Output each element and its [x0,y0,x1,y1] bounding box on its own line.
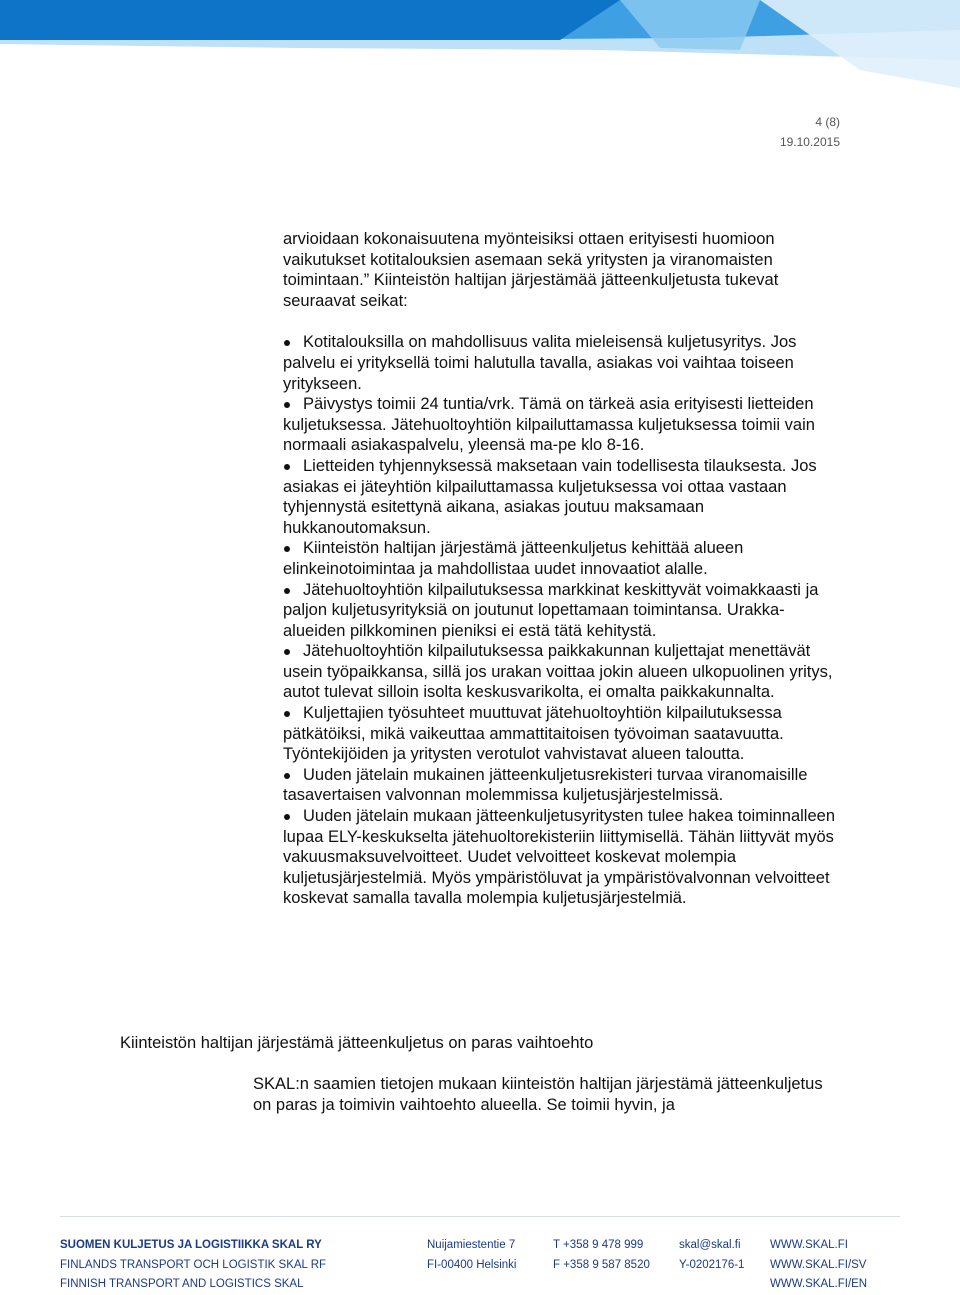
bullet-continuation: elinkeinotoimintaa ja mahdollistaa uudet innovaatiot alalle. [283,559,708,578]
bullet-lead: Lietteiden tyhjennyksessä maksetaan vain todellisesta tilauksesta. [283,456,786,477]
footer-contact [679,1236,744,1275]
bullet-continuation: Jos asiakas ei jäteyhtiön kilpailuttamassa kuljetuksessa voi ottaa vastaan tyhjennystä esitettynä aikana, asiakas joutuu maksamaan hukkanoutomaksun. [283,456,817,537]
bullet-continuation: toiminnalleen lupaa ELY-keskukselta jätehuoltorekisteriin liittymisellä. Tähän liittyvät myös vakuusmaksuvelvoitteet. Uudet velvoitteet koskevat molempia kuljetusjärjestelmiä. Myös ympäristöluvat ja ympäristövalvonnan velvoitteet koskevat samalla tavalla molempia kuljetusjärjestelmiä. [283,807,835,908]
document-date: 19.10.2015 [779,135,840,149]
footer-org-name-sv: FINLANDS TRANSPORT OCH LOGISTIK SKAL RF [60,1258,327,1271]
bullet-lead: Uuden jätelain mukainen jätteenkuljetusrekisteri turvaa [283,765,703,786]
bullet-item [283,806,843,909]
header-banner [0,0,960,90]
bullet-item [283,456,843,538]
bullet-item [283,580,843,642]
footer-web-fi[interactable]: WWW.SKAL.FI [770,1239,848,1251]
bullet-item [283,641,843,703]
bullet-continuation: Jos palvelu ei yrityksellä toimi halutulla tavalla, asiakas voi vaihtaa toiseen yritykseen. [283,333,797,393]
body-text [283,229,843,909]
footer-org-name-en: FINNISH TRANSPORT AND LOGISTICS SKAL [60,1278,304,1290]
footer-web-sv[interactable]: WWW.SKAL.FI/SV [770,1258,867,1271]
bullet-lead: Kiinteistön haltijan järjestämä jätteenkuljetus kehittää alueen [283,538,743,559]
bullet-item [283,332,843,394]
bullet-lead: Uuden jätelain mukaan jätteenkuljetusyritysten tulee hakea [283,806,733,827]
footer-telephone: T +358 9 478 999 [553,1239,644,1251]
footer-fax: F +358 9 587 8520 [553,1258,650,1271]
bullet-lead: Päivystys toimii 24 tuntia/vrk. [283,394,515,415]
footer-phone [553,1236,650,1275]
footer-email[interactable]: skal@skal.fi [679,1239,741,1251]
footer-divider [60,1216,900,1217]
bullet-lead: Kotitalouksilla on mahdollisuus valita mieleisensä kuljetusyritys. [283,332,766,353]
bullet-item [283,394,843,456]
bullet-lead: Jätehuoltoyhtiön kilpailutuksessa paikkakunnan kuljettajat [283,641,724,662]
page-number: 4 (8) [815,115,840,129]
bullet-continuation: menettävät usein työpaikkansa, sillä jos urakan voittaa jokin alueen ulkopuolinen yritys, autot tulevat silloin isolta keskusvarikolta, ei omalta paikkakunnalta. [283,642,833,702]
footer-web-en[interactable]: WWW.SKAL.FI/EN [770,1278,868,1290]
footer-street: Nuijamiestentie 7 [427,1239,516,1251]
bullet-lead: Kuljettajien työsuhteet muuttuvat jätehuoltoyhtiön kilpailutuksessa [283,703,782,724]
footer-organization [60,1236,326,1295]
bullet-lead: Jätehuoltoyhtiön kilpailutuksessa markkinat keskittyvät voimakkaasti [283,580,801,601]
bullet-continuation: Tämä on tärkeä asia erityisesti lietteiden kuljetuksessa. Jätehuoltoyhtiön kilpailuttamassa kuljetuksessa toimii vain normaali asiakaspalvelu, yleensä ma-pe klo 8-16. [283,395,815,455]
bullet-item [283,703,843,765]
bullet-continuation: ja paljon kuljetusyrityksiä on joutunut lopettamaan toimintansa. Urakka-alueiden pilkkominen pieniksi ei estä tätä kehitystä. [283,580,819,640]
footer-postcode-city: FI-00400 Helsinki [427,1258,517,1271]
footer-business-id: Y-0202176-1 [679,1258,745,1271]
bullet-item [283,538,843,579]
bullet-continuation: viranomaisille tasavertaisen valvonnan molemmissa kuljetusjärjestelmissä. [283,765,808,805]
intro-paragraph: arvioidaan kokonaisuutena myönteisiksi ottaen erityisesti huomioon vaikutukset kotitalouksien asemaan sekä yritysten ja viranomaisten toimintaan.” Kiinteistön haltijan järjestämää jätteenkuljetusta tukevat seuraavat seikat: [283,230,779,310]
bullet-continuation: pätkätöiksi, mikä vaikeuttaa ammattitaitoisen työvoiman saatavuutta. Työntekijöiden ja yritysten verotulot vahvistavat alueen taloutta. [283,724,784,764]
section-paragraph: SKAL:n saamien tietojen mukaan kiinteistön haltijan järjestämä jätteenkuljetus on paras ja toimivin vaihtoehto alueella. Se toimii hyvin, ja [253,1075,823,1114]
section-heading: Kiinteistön haltijan järjestämä jätteenkuljetus on paras vaihtoehto [120,1034,594,1052]
footer-websites [770,1236,867,1295]
footer-address [427,1236,516,1275]
bullet-item [283,765,843,806]
footer-org-name-fi: SUOMEN KULJETUS JA LOGISTIIKKA SKAL RY [60,1239,322,1251]
